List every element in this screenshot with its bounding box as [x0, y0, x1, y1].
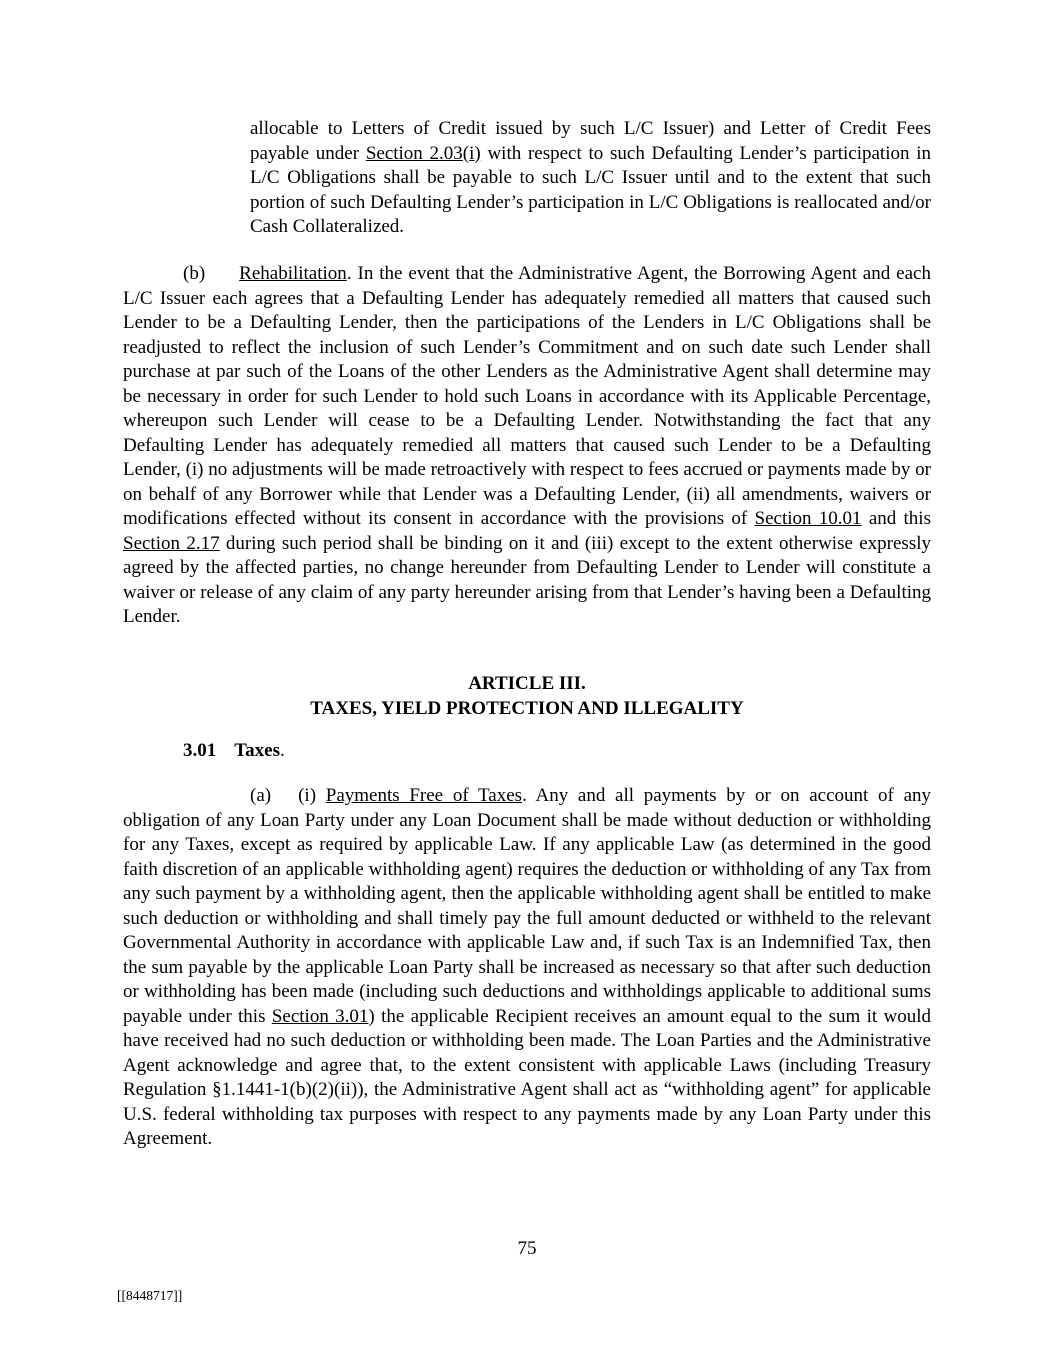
footer-document-id: [[8448717]] — [117, 1288, 183, 1303]
underlined-reference: Section 3.01 — [271, 1005, 369, 1027]
paragraph-payments-free-of-taxes — [123, 784, 931, 1152]
text-run: with respect to such Defaulting Lender’s participation in L/C Obligations shall be payable to such L/C Issuer until and to the extent that such portion of such Defaulting Lender’s participation in L/C Obligations is reallocated and/or Cash Collateralized. — [250, 142, 931, 237]
text-run: (b) — [183, 263, 206, 284]
text-run: (a) — [250, 785, 272, 806]
text-run: (i) — [298, 785, 326, 806]
paragraph-rehabilitation — [123, 262, 931, 630]
section-title-period: . — [280, 740, 285, 761]
article-heading: ARTICLE III. — [468, 673, 586, 694]
text-run: during such period shall be binding on it and (iii) except to the extent otherwise expressly agreed by the affected parties, no change hereunder from Defaulting Lender to Lender will constitute a waiver or release of any claim of any party hereunder arising from that Lender’s having been a Defaulting Lender. — [123, 532, 931, 627]
text-run: . In the event that the Administrative Agent, the Borrowing Agent and each L/C Issuer each agrees that a Defaulting Lender has adequately remedied all matters that caused such Lender to be a Defaulting Lender, then the participations of the Lenders in L/C Obligations shall be readjusted to reflect the inclusion of such Lender’s Commitment and on such date such Lender shall purchase at par such of the Loans of the other Lenders as the Administrative Agent shall determine may be necessary in order for such Lender to hold such Loans in accordance with its Applicable Percentage, whereupon such Lender will cease to be a Defaulting Lender. Notwithstanding the fact that any Defaulting Lender has adequately remedied all matters that caused such Lender to be a Defaulting Lender, (i) no adjustments will be made retroactively with respect to fees accrued or payments made by or on behalf of any Borrower while that Lender was a Defaulting Lender, (ii) all amendments, waivers or modifications effected without its consent in accordance with the provisions of — [123, 263, 931, 529]
section-heading-taxes — [183, 739, 285, 764]
underlined-reference: Section 2.17 — [123, 532, 220, 554]
underlined-reference: Payments Free of Taxes — [325, 785, 523, 806]
text-run: allocable to Letters of Credit issued by such L/C Issuer) and Letter of Credit Fees payable under — [250, 118, 931, 164]
underlined-reference: Rehabilitation — [239, 263, 347, 284]
underlined-reference: Section 2.03(i) — [365, 142, 481, 164]
article-heading-group — [123, 672, 931, 721]
section-number: 3.01 — [183, 740, 217, 761]
section-title: Taxes — [234, 740, 281, 761]
underlined-reference: Section 10.01 — [754, 508, 862, 529]
text-run: and this — [861, 508, 931, 529]
blockquote-paragraph-letters-of-credit — [250, 117, 931, 240]
text-run: ) the applicable Recipient receives an amount equal to the sum it would have received had no such deduction or withholding been made. The Loan Parties and the Administrative Agent acknowledge and agree that, to the extent consistent with applicable Laws (including Treasury Regulation §1.1441-1(b)(2)(ii)), the Administrative Agent shall act as “withholding agent” for applicable U.S. federal withholding tax purposes with respect to any payments made by any Loan Party under this Agreement. — [123, 1005, 931, 1149]
article-subheading: TAXES, YIELD PROTECTION AND ILLEGALITY — [310, 697, 744, 719]
page-number: 75 — [517, 1238, 537, 1259]
text-run: . Any and all payments by or on account of any obligation of any Loan Party under any Loan Document shall be made without deduction or withholding for any Taxes, except as required by applicable Law. If any applicable Law (as determined in the good faith discretion of an applicable withholding agent) requires the deduction or withholding of any Tax from any such payment by a withholding agent, then the applicable withholding agent shall be entitled to make such deduction or withholding and shall timely pay the full amount deducted or withheld to the relevant Governmental Authority in accordance with applicable Law and, if such Tax is an Indemnified Tax, then the sum payable by the applicable Loan Party shall be increased as necessary so that after such deduction or withholding has been made (including such deductions and withholdings applicable to additional sums payable under this — [123, 785, 932, 1027]
